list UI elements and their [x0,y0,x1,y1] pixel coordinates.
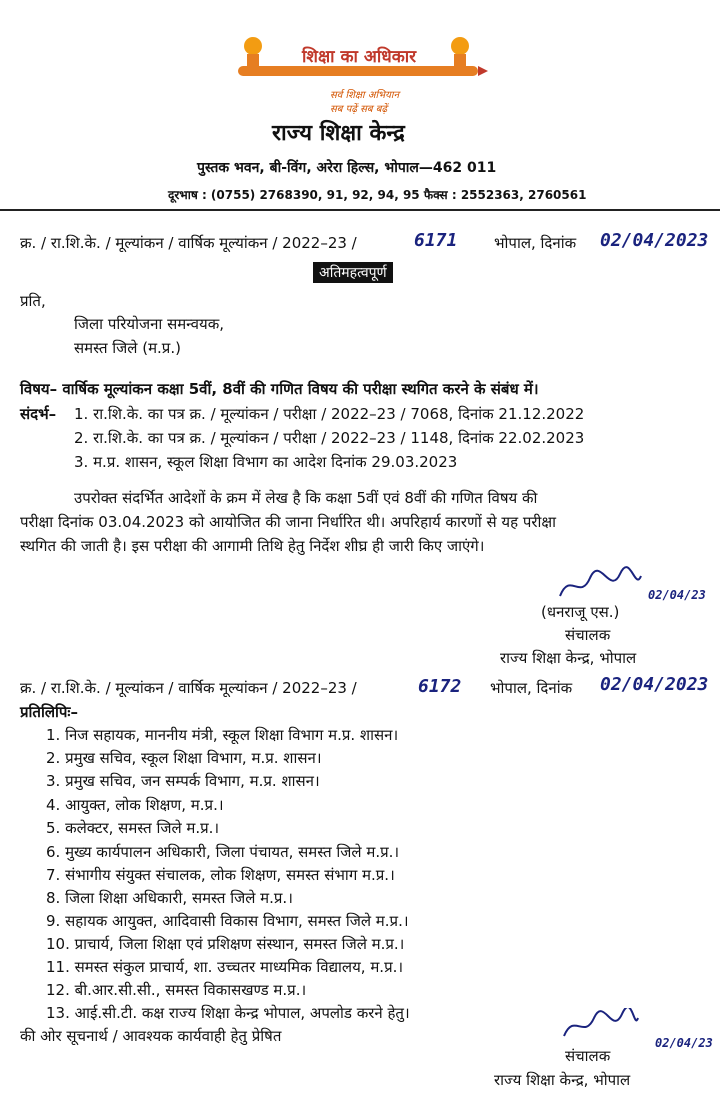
reference-3: 3. म.प्र. शासन, स्कूल शिक्षा विभाग का आदेश दिनांक 29.03.2023 [74,453,458,471]
org-address: पुस्तक भवन, बी-विंग, अरेरा हिल्स, भोपाल—462 011 [197,160,497,176]
to-line-2: समस्त जिले (म.प्र.) [74,339,181,357]
ref-number: 6171 [414,230,458,251]
reference-2: 2. रा.शि.के. का पत्र क्र. / मूल्यांकन / परीक्षा / 2022–23 / 1148, दिनांक 22.02.2023 [74,429,585,447]
closing-line: की ओर सूचनार्थ / आवश्यक कार्यवाही हेतु प्रेषित [20,1027,282,1045]
signatory-title: संचालक [565,626,611,644]
org-phone-fax: दूरभाष : (0755) 2768390, 91, 92, 94, 95 फैक्स : 2552363, 2760561 [168,188,587,202]
place-date-label: भोपाल, दिनांक [494,234,577,252]
body-line-1: उपरोक्त संदर्भित आदेशों के क्रम में लेख है कि कक्षा 5वीं एवं 8वीं की गणित विषय की [74,489,538,507]
sign-date-2: 02/04/23 [655,1036,713,1050]
body-line-2: परीक्षा दिनांक 03.04.2023 को आयोजित की जाना निर्धारित थी। अपरिहार्य कारणों से यह परीक्षा [20,513,556,531]
to-line-1: जिला परियोजना समन्वयक, [74,315,224,333]
signatory-name: (धनराजू एस.) [541,603,620,621]
to-label: प्रति, [20,292,46,310]
copy-item-13: 13. आई.सी.टी. कक्ष राज्य शिक्षा केन्द्र भोपाल, अपलोड करने हेतु। [46,1004,410,1022]
copy-item-10: 10. प्राचार्य, जिला शिक्षा एवं प्रशिक्षण संस्थान, समस्त जिले म.प्र.। [46,935,405,953]
copy-item-5: 5. कलेक्टर, समस्त जिले म.प्र.। [46,819,220,837]
signatory-org: राज्य शिक्षा केन्द्र, भोपाल [500,649,637,667]
ref-prefix: क्र. / रा.शि.के. / मूल्यांकन / वार्षिक मूल्यांकन / 2022–23 / [20,234,357,252]
copy-place-date-label: भोपाल, दिनांक [490,679,573,697]
copy-item-6: 6. मुख्य कार्यपालन अधिकारी, जिला पंचायत, समस्त जिले म.प्र.। [46,843,400,861]
ref-label: संदर्भ– [20,405,57,423]
copy-signatory-title: संचालक [565,1047,611,1065]
copy-item-8: 8. जिला शिक्षा अधिकारी, समस्त जिले म.प्र.। [46,889,293,907]
tagline-2: सब पढ़ें सब बढ़ें [330,104,388,115]
logo-text: शिक्षा का अधिकार [302,47,417,67]
urgent-badge: अतिमहत्वपूर्ण [313,262,393,283]
header-rule [0,209,720,211]
copy-item-3: 3. प्रमुख सचिव, जन सम्पर्क विभाग, म.प्र. शासन। [46,772,320,790]
copy-item-2: 2. प्रमुख सचिव, स्कूल शिक्षा विभाग, म.प्र. शासन। [46,749,322,767]
copy-item-4: 4. आयुक्त, लोक शिक्षण, म.प्र.। [46,796,224,814]
copy-label: प्रतिलिपिः– [20,703,78,721]
copy-item-12: 12. बी.आर.सी.सी., समस्त विकासखण्ड म.प्र.। [46,981,307,999]
letter-date: 02/04/2023 [600,230,709,251]
body-line-3: स्थगित की जाती है। इस परीक्षा की आगामी तिथि हेतु निर्देश शीघ्र ही जारी किए जाएंगे। [20,537,485,555]
org-name: राज्य शिक्षा केन्द्र [272,121,405,146]
copy-item-7: 7. संभागीय संयुक्त संचालक, लोक शिक्षण, समस्त संभाग म.प्र.। [46,866,395,884]
tagline-1: सर्व शिक्षा अभियान [330,90,400,101]
signature-1 [555,566,645,606]
signature-2 [560,1008,640,1044]
copy-ref-prefix: क्र. / रा.शि.के. / मूल्यांकन / वार्षिक मूल्यांकन / 2022–23 / [20,679,357,697]
copy-item-9: 9. सहायक आयुक्त, आदिवासी विकास विभाग, समस्त जिले म.प्र.। [46,912,409,930]
copy-signatory-org: राज्य शिक्षा केन्द्र, भोपाल [494,1071,631,1089]
copy-item-11: 11. समस्त संकुल प्राचार्य, शा. उच्चतर माध्यमिक विद्यालय, म.प्र.। [46,958,404,976]
subject: विषय– वार्षिक मूल्यांकन कक्षा 5वीं, 8वीं की गणित विषय की परीक्षा स्थगित करने के संबंध में। [20,380,539,398]
sign-date-1: 02/04/23 [648,588,706,602]
copy-item-1: 1. निज सहायक, माननीय मंत्री, स्कूल शिक्षा विभाग म.प्र. शासन। [46,726,399,744]
copy-ref-number: 6172 [418,676,462,697]
reference-1: 1. रा.शि.के. का पत्र क्र. / मूल्यांकन / परीक्षा / 2022–23 / 7068, दिनांक 21.12.2022 [74,405,585,423]
copy-letter-date: 02/04/2023 [600,674,709,695]
